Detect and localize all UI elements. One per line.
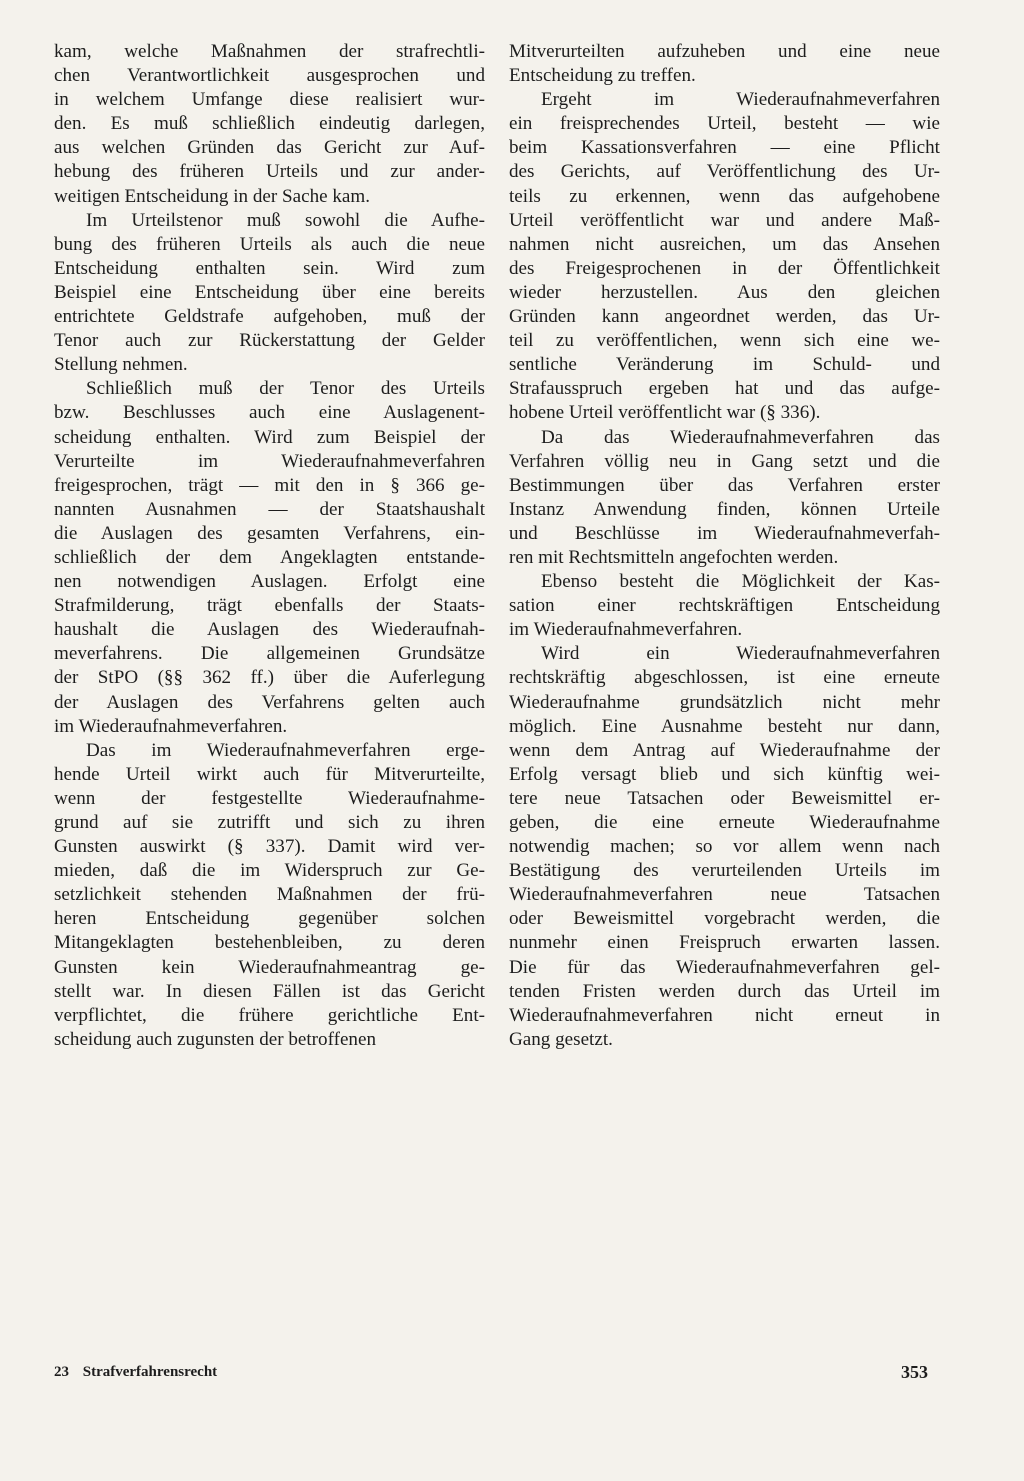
text-line: Wiederaufnahmeverfahren neue Tatsachen	[509, 884, 940, 906]
text-line: Wiederaufnahmeverfahren nicht erneut in	[509, 1004, 940, 1026]
text-line: Gunsten kein Wiederaufnahmeantrag ge-	[54, 956, 485, 978]
signature-mark	[54, 1364, 217, 1381]
text-line: Tenor auch zur Rückerstattung der Gelder	[54, 330, 485, 352]
text-line: teil zu veröffentlichen, wenn sich eine we-	[509, 330, 940, 352]
text-line: Strafmilderung, trägt ebenfalls der Staats-	[54, 595, 485, 617]
text-line: nen notwendigen Auslagen. Erfolgt eine	[54, 571, 485, 593]
text-line: beim Kassationsverfahren — eine Pflicht	[509, 137, 940, 159]
text-line: nunmehr einen Freispruch erwarten lassen.	[509, 932, 940, 954]
text-line: die Auslagen des gesamten Verfahrens, ein-	[54, 522, 485, 544]
text-line: hobene Urteil veröffentlicht war (§ 336).	[509, 402, 821, 424]
text-line: Mitverurteilten aufzuheben und eine neue	[509, 41, 940, 62]
text-line: Im Urteilstenor muß sowohl die Aufhe-	[86, 209, 485, 231]
text-line: wenn dem Antrag auf Wiederaufnahme der	[509, 739, 940, 761]
text-line: Ergeht im Wiederaufnahmeverfahren	[541, 89, 940, 111]
text-line: Ebenso besteht die Möglichkeit der Kas-	[541, 571, 940, 593]
text-line: freigesprochen, trägt — mit den in § 366 ge-	[54, 474, 485, 496]
text-line: Mitangeklagten bestehenbleiben, zu deren	[54, 932, 485, 954]
text-line: bzw. Beschlusses auch eine Auslagenent-	[54, 402, 485, 424]
text-line: chen Verantwortlichkeit ausgesprochen und	[54, 65, 485, 87]
text-line: Beispiel eine Entscheidung über eine bereits	[54, 281, 485, 303]
paragraph	[509, 642, 940, 1052]
left-column	[54, 40, 485, 1052]
text-line: Stellung nehmen.	[54, 354, 188, 376]
text-line: im Wiederaufnahmeverfahren.	[509, 619, 743, 641]
text-line: schließlich der dem Angeklagten entstande-	[54, 546, 485, 568]
text-line: Gang gesetzt.	[509, 1028, 613, 1050]
paragraph	[54, 739, 485, 1052]
text-line: Das im Wiederaufnahmeverfahren erge-	[86, 739, 485, 761]
text-line: hende Urteil wirkt auch für Mitverurteilte,	[54, 763, 485, 785]
signature-number: 23	[54, 1364, 69, 1380]
text-line: scheidung enthalten. Wird zum Beispiel der	[54, 426, 485, 448]
text-line: Wiederaufnahme grundsätzlich nicht mehr	[509, 691, 940, 713]
text-line: Verfahren völlig neu in Gang setzt und die	[509, 450, 940, 472]
text-line: bung des früheren Urteils als auch die neue	[54, 233, 485, 255]
text-line: oder Beweismittel vorgebracht werden, die	[509, 908, 940, 930]
paragraph	[509, 570, 940, 642]
paragraph	[54, 377, 485, 738]
text-line: geben, die eine erneute Wiederaufnahme	[509, 812, 940, 833]
text-line: notwendig machen; so vor allem wenn nach	[509, 836, 940, 858]
text-line: heren Entscheidung gegenüber solchen	[54, 908, 485, 930]
text-line: nahmen nicht ausreichen, um das Ansehen	[509, 233, 940, 255]
text-line: Entscheidung enthalten sein. Wird zum	[54, 257, 485, 279]
text-line: tenden Fristen werden durch das Urteil im	[509, 980, 940, 1002]
text-line: entrichtete Geldstrafe aufgehoben, muß der	[54, 306, 485, 328]
text-line: in welchem Umfange diese realisiert wur-	[54, 89, 485, 111]
text-line: Verurteilte im Wiederaufnahmeverfahren	[54, 450, 485, 472]
text-line: Gründen kann angeordnet werden, das Ur-	[509, 306, 940, 328]
text-line: teils zu erkennen, wenn das aufgehobene	[509, 185, 940, 207]
text-line: grund auf sie zutrifft und sich zu ihren	[54, 812, 485, 833]
text-line: wieder herzustellen. Aus den gleichen	[509, 281, 940, 303]
text-line: tere neue Tatsachen oder Beweismittel er-	[509, 787, 940, 809]
signature-title: Strafverfahrensrecht	[82, 1364, 218, 1380]
paragraph	[509, 426, 940, 571]
text-line: kam, welche Maßnahmen der strafrechtli-	[54, 41, 485, 62]
text-line: Schließlich muß der Tenor des Urteils	[86, 378, 485, 400]
text-line: Strafausspruch ergeben hat und das aufge-	[509, 378, 940, 400]
text-line: meverfahrens. Die allgemeinen Grundsätze	[54, 643, 485, 665]
text-line: stellt war. In diesen Fällen ist das Gericht	[54, 980, 485, 1002]
text-line: Gunsten auswirkt (§ 337). Damit wird ver-	[54, 836, 485, 858]
text-line: sentliche Veränderung im Schuld- und	[509, 354, 940, 376]
text-line: nannten Ausnahmen — der Staatshaushalt	[54, 498, 485, 520]
text-line: und Beschlüsse im Wiederaufnahmeverfah-	[509, 522, 940, 544]
text-line: sation einer rechtskräftigen Entscheidung	[509, 595, 940, 617]
text-line: aus welchen Gründen das Gericht zur Auf-	[54, 137, 485, 159]
text-line: der Auslagen des Verfahrens gelten auch	[54, 691, 485, 713]
text-line: setzlichkeit stehenden Maßnahmen der frü-	[54, 884, 485, 906]
text-line: Urteil veröffentlicht war und andere Maß-	[509, 209, 940, 231]
text-line: Entscheidung zu treffen.	[509, 65, 696, 87]
text-line: der StPO (§§ 362 ff.) über die Auferlegung	[54, 667, 485, 689]
text-line: Bestätigung des verurteilenden Urteils im	[509, 860, 940, 882]
text-line: Wird ein Wiederaufnahmeverfahren	[541, 643, 940, 665]
text-line: ren mit Rechtsmitteln angefochten werden.	[509, 546, 839, 568]
text-line: Erfolg versagt blieb und sich künftig wei-	[509, 763, 940, 785]
text-line: möglich. Eine Ausnahme besteht nur dann,	[509, 715, 940, 737]
paragraph	[509, 88, 940, 425]
text-line: hebung des früheren Urteils und zur ander-	[54, 161, 485, 183]
text-line: im Wiederaufnahmeverfahren.	[54, 715, 288, 737]
text-line: mieden, daß die im Widerspruch zur Ge-	[54, 860, 485, 882]
text-line: Instanz Anwendung finden, können Urteile	[509, 498, 940, 520]
paragraph	[54, 40, 485, 209]
text-line: Da das Wiederaufnahmeverfahren das	[541, 426, 940, 448]
paragraph	[509, 40, 940, 88]
text-line: verpflichtet, die frühere gerichtliche Ent-	[54, 1004, 485, 1026]
text-line: Bestimmungen über das Verfahren erster	[509, 474, 940, 496]
text-line: wenn der festgestellte Wiederaufnahme-	[54, 787, 485, 809]
text-line: haushalt die Auslagen des Wiederaufnah-	[54, 619, 485, 641]
text-line: weitigen Entscheidung in der Sache kam.	[54, 185, 371, 207]
text-line: des Freigesprochenen in der Öffentlichkeit	[509, 257, 940, 279]
text-line: ein freisprechendes Urteil, besteht — wie	[509, 113, 940, 135]
page-number: 353	[901, 1362, 928, 1382]
text-line: den. Es muß schließlich eindeutig darlegen,	[54, 113, 485, 135]
text-line: rechtskräftig abgeschlossen, ist eine erneute	[509, 667, 940, 689]
paragraph	[54, 209, 485, 378]
text-line: des Gerichts, auf Veröffentlichung des Ur-	[509, 161, 940, 183]
right-column	[509, 40, 940, 1052]
text-line: Die für das Wiederaufnahmeverfahren gel-	[509, 956, 940, 978]
text-line: scheidung auch zugunsten der betroffenen	[54, 1028, 377, 1050]
